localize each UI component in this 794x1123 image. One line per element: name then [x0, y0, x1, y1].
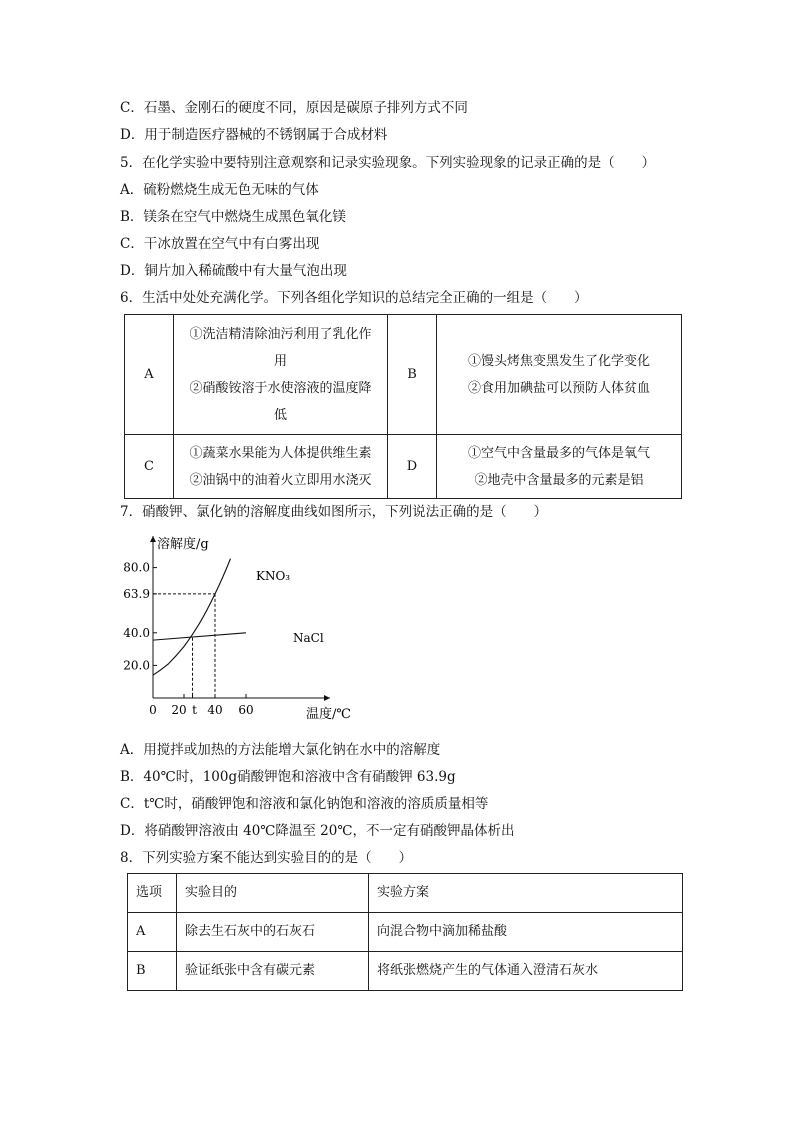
- question-6-table: [124, 314, 682, 499]
- table8-header-purpose: 实验目的: [177, 874, 369, 913]
- question-6: 6．生活中处处充满化学。下列各组化学知识的总结完全正确的一组是（ ）: [120, 290, 588, 306]
- solubility-chart: [123, 528, 370, 724]
- series-label-nacl: NaCl: [293, 631, 324, 645]
- table6-cell-b: [437, 315, 682, 435]
- table6-c1: ①蔬菜水果能为人体提供维生素: [189, 445, 372, 461]
- table8-row-b-option: B: [128, 952, 177, 991]
- table6-label-a: A: [125, 315, 174, 435]
- q5-option-b: B．镁条在空气中燃烧生成黑色氧化镁: [120, 209, 346, 225]
- q5-option-a: A．硫粉燃烧生成无色无味的气体: [120, 182, 319, 198]
- table8-row-a-purpose: 除去生石灰中的石灰石: [177, 913, 369, 952]
- x-tick-label: 0: [149, 703, 157, 717]
- kno3-curve: [153, 559, 231, 676]
- y-tick-label: 40.0: [123, 625, 150, 640]
- table6-c2: ②油锅中的油着火立即用水浇灭: [189, 472, 372, 488]
- q7-option-b: B．40℃时，100g硝酸钾饱和溶液中含有硝酸钾 63.9g: [120, 769, 456, 785]
- q5-option-c: C．干冰放置在空气中有白雾出现: [120, 236, 320, 252]
- table8-row-a-option: A: [128, 913, 177, 952]
- table6-d1: ①空气中含量最多的气体是氧气: [467, 445, 650, 461]
- question-8: 8．下列实验方案不能达到实验目的的是（ ）: [120, 850, 413, 866]
- table8-row-b-purpose: 验证纸张中含有碳元素: [177, 952, 369, 991]
- table6-d2: ②地壳中含量最多的元素是铝: [474, 472, 644, 488]
- x-tick-label: 20: [171, 703, 187, 717]
- table8-row-a-plan: 向混合物中滴加稀盐酸: [369, 913, 683, 952]
- q7-option-d: D．将硝酸钾溶液由 40℃降温至 20℃，不一定有硝酸钾晶体析出: [120, 823, 515, 839]
- x-tick-label: t: [192, 703, 197, 717]
- table6-cell-d: [437, 435, 682, 499]
- q7-option-c: C．t℃时，硝酸钾饱和溶液和氯化钠饱和溶液的溶质质量相等: [120, 796, 489, 812]
- nacl-line: [153, 633, 246, 640]
- table6-label-b: B: [388, 315, 437, 435]
- table6-b2: ②食用加碘盐可以预防人体贫血: [467, 380, 650, 396]
- x-tick-label: 40: [207, 703, 223, 717]
- y-axis-label: 溶解度/g: [157, 537, 209, 552]
- table6-a1: ①洗洁精清除油污利用了乳化作: [189, 326, 372, 342]
- q5-option-d: D．铜片加入稀硫酸中有大量气泡出现: [120, 263, 347, 279]
- y-tick-label: 63.9: [123, 586, 150, 601]
- table6-b1: ①馒头烤焦变黑发生了化学变化: [467, 353, 650, 369]
- option-c-text: C．石墨、金刚石的硬度不同，原因是碳原子排列方式不同: [120, 100, 468, 116]
- table6-cell-a: [174, 315, 388, 435]
- q7-option-a: A．用搅拌或加热的方法能增大氯化钠在水中的溶解度: [120, 742, 441, 758]
- table6-a1b: 用: [273, 353, 287, 369]
- table8-header-plan: 实验方案: [369, 874, 683, 913]
- question-8-table: [127, 873, 683, 991]
- table6-label-d: D: [388, 435, 437, 499]
- question-5: 5．在化学实验中要特别注意观察和记录实验现象。下列实验现象的记录正确的是（ ）: [120, 155, 656, 171]
- question-7: 7．硝酸钾、氯化钠的溶解度曲线如图所示，下列说法正确的是（ ）: [120, 504, 548, 520]
- series-label-kno3: KNO₃: [256, 569, 291, 583]
- table8-row-b-plan: 将纸张燃烧产生的气体通入澄清石灰水: [369, 952, 683, 991]
- table6-cell-c: [174, 435, 388, 499]
- table6-a2: ②硝酸铵溶于水使溶液的温度降: [189, 380, 372, 396]
- table8-header-option: 选项: [128, 874, 177, 913]
- y-tick-label: 20.0: [123, 658, 150, 673]
- table6-a2b: 低: [273, 407, 287, 423]
- table6-label-c: C: [125, 435, 174, 499]
- y-tick-label: 80.0: [123, 560, 150, 575]
- option-d-text: D．用于制造医疗器械的不锈钢属于合成材料: [120, 127, 388, 143]
- x-axis-label: 温度/℃: [306, 707, 351, 722]
- x-tick-label: 60: [238, 703, 254, 717]
